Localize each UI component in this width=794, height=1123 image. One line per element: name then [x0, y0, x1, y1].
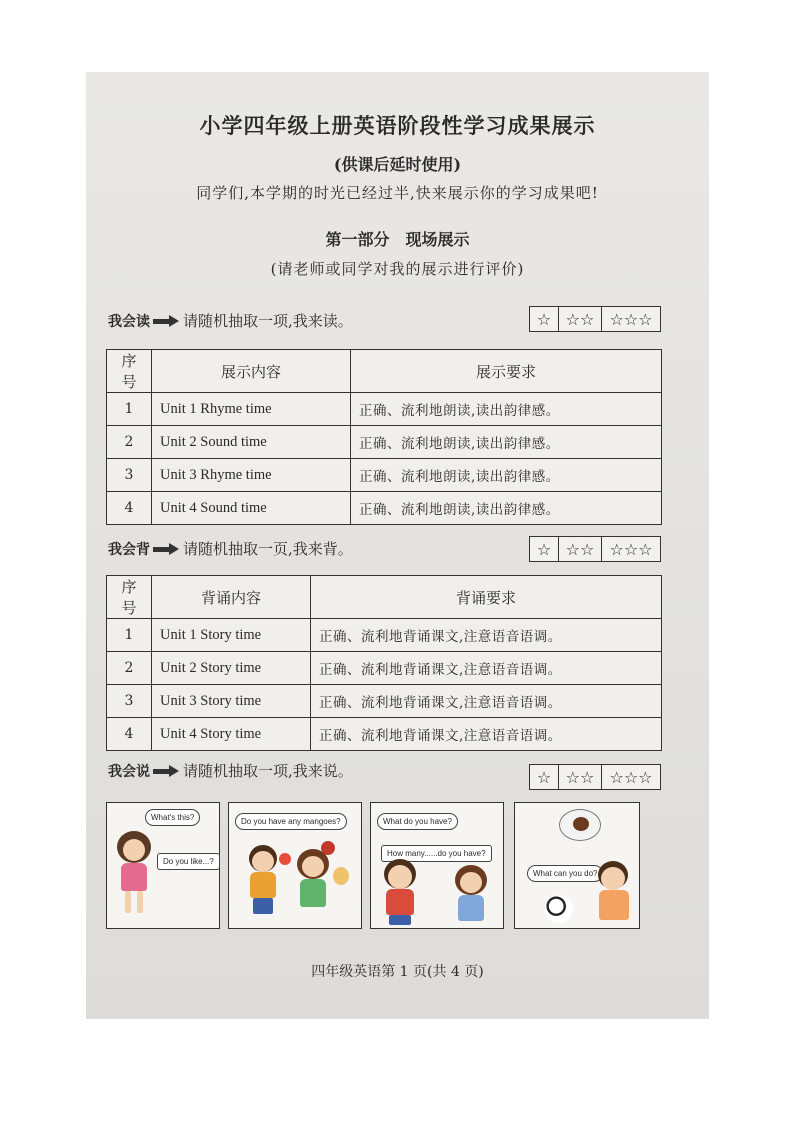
speech-bubble: How many......do you have?	[381, 845, 492, 862]
table-row	[107, 685, 662, 718]
page-footer: 四年级英语第 1 页(共 4 页)	[311, 964, 484, 980]
boy-illustration	[381, 859, 419, 925]
reading-table	[106, 349, 662, 525]
row-number: 3	[107, 685, 152, 718]
row-number: 4	[107, 492, 152, 525]
two-stars-icon[interactable]: ☆☆	[558, 307, 601, 331]
speaking-section-label	[108, 760, 353, 781]
girl-illustration	[115, 831, 155, 921]
reciting-section-label	[108, 538, 353, 559]
two-stars-icon[interactable]: ☆☆	[558, 765, 601, 789]
row-content: Unit 4 Story time	[152, 718, 311, 751]
row-number: 1	[107, 619, 152, 652]
row-requirement: 正确、流利地背诵课文,注意语音语调。	[311, 652, 662, 685]
reciting-star-rating[interactable]	[529, 536, 661, 562]
speaking-instruction: 请随机抽取一项,我来说。	[183, 762, 353, 780]
row-requirement: 正确、流利地背诵课文,注意语音语调。	[311, 619, 662, 652]
three-stars-icon[interactable]: ☆☆☆	[601, 307, 660, 331]
row-content: Unit 3 Rhyme time	[152, 459, 351, 492]
reading-tag: 我会读	[108, 313, 150, 330]
row-number: 3	[107, 459, 152, 492]
reciting-tag: 我会背	[108, 541, 150, 558]
table-header-row	[107, 350, 662, 393]
three-stars-icon[interactable]: ☆☆☆	[601, 537, 660, 561]
page-title: 小学四年级上册英语阶段性学习成果展示	[199, 113, 596, 138]
table-row	[107, 393, 662, 426]
part-title: 第一部分 现场展示	[325, 230, 470, 249]
table-row	[107, 619, 662, 652]
fruit-icon	[333, 867, 349, 885]
speaking-star-rating[interactable]	[529, 764, 661, 790]
row-requirement: 正确、流利地背诵课文,注意语音语调。	[311, 685, 662, 718]
row-number: 2	[107, 652, 152, 685]
row-content: Unit 3 Story time	[152, 685, 311, 718]
worksheet-page	[86, 72, 709, 1019]
fruit-icon	[321, 841, 335, 855]
comic-panel-2[interactable]	[228, 802, 362, 929]
speech-bubble: Do you have any mangoes?	[235, 813, 347, 830]
comic-panel-1[interactable]	[106, 802, 220, 929]
boy-illustration	[595, 861, 633, 927]
soccer-ball-icon	[545, 895, 573, 923]
fruit-icon	[279, 853, 291, 865]
three-stars-icon[interactable]: ☆☆☆	[601, 765, 660, 789]
table-row	[107, 426, 662, 459]
speech-bubble: What's this?	[145, 809, 200, 826]
row-number: 2	[107, 426, 152, 459]
row-content: Unit 4 Sound time	[152, 492, 351, 525]
speaking-tag: 我会说	[108, 763, 150, 780]
row-requirement: 正确、流利地朗读,读出韵律感。	[351, 393, 662, 426]
row-content: Unit 1 Story time	[152, 619, 311, 652]
intro-text: 同学们,本学期的时光已经过半,快来展示你的学习成果吧!	[196, 184, 599, 202]
arrow-right-icon	[153, 766, 179, 776]
table-row	[107, 459, 662, 492]
column-header: 序号	[107, 576, 152, 619]
table-header-row	[107, 576, 662, 619]
star-icon[interactable]: ☆	[536, 309, 552, 329]
reading-star-rating[interactable]	[529, 306, 661, 332]
reciting-instruction: 请随机抽取一页,我来背。	[183, 540, 353, 558]
reading-section-label	[108, 310, 353, 331]
star-icon[interactable]: ☆	[536, 767, 552, 787]
part-note: (请老师或同学对我的展示进行评价)	[270, 260, 525, 278]
column-header: 序号	[107, 350, 152, 393]
speech-bubble: What do you have?	[377, 813, 458, 830]
column-header: 背诵内容	[152, 576, 311, 619]
boy-illustration	[245, 845, 281, 925]
comic-panel-3[interactable]	[370, 802, 504, 929]
table-row	[107, 492, 662, 525]
reading-instruction: 请随机抽取一项,我来读。	[183, 312, 353, 330]
table-row	[107, 652, 662, 685]
column-header: 展示要求	[351, 350, 662, 393]
star-icon[interactable]: ☆	[536, 539, 552, 559]
page-subtitle: (供课后延时使用)	[333, 155, 462, 174]
child-icon	[573, 817, 589, 831]
girl-illustration	[453, 865, 489, 925]
row-number: 1	[107, 393, 152, 426]
row-number: 4	[107, 718, 152, 751]
table-row	[107, 718, 662, 751]
arrow-right-icon	[153, 544, 179, 554]
arrow-right-icon	[153, 316, 179, 326]
row-content: Unit 2 Sound time	[152, 426, 351, 459]
row-content: Unit 1 Rhyme time	[152, 393, 351, 426]
row-requirement: 正确、流利地背诵课文,注意语音语调。	[311, 718, 662, 751]
column-header: 展示内容	[152, 350, 351, 393]
row-requirement: 正确、流利地朗读,读出韵律感。	[351, 426, 662, 459]
speech-bubble: Do you like...?	[157, 853, 220, 870]
girl-illustration	[295, 849, 331, 925]
comic-panel-4[interactable]	[514, 802, 640, 929]
row-content: Unit 2 Story time	[152, 652, 311, 685]
speech-bubble: What can you do?	[527, 865, 603, 882]
reciting-table	[106, 575, 662, 751]
two-stars-icon[interactable]: ☆☆	[558, 537, 601, 561]
column-header: 背诵要求	[311, 576, 662, 619]
row-requirement: 正确、流利地朗读,读出韵律感。	[351, 459, 662, 492]
row-requirement: 正确、流利地朗读,读出韵律感。	[351, 492, 662, 525]
